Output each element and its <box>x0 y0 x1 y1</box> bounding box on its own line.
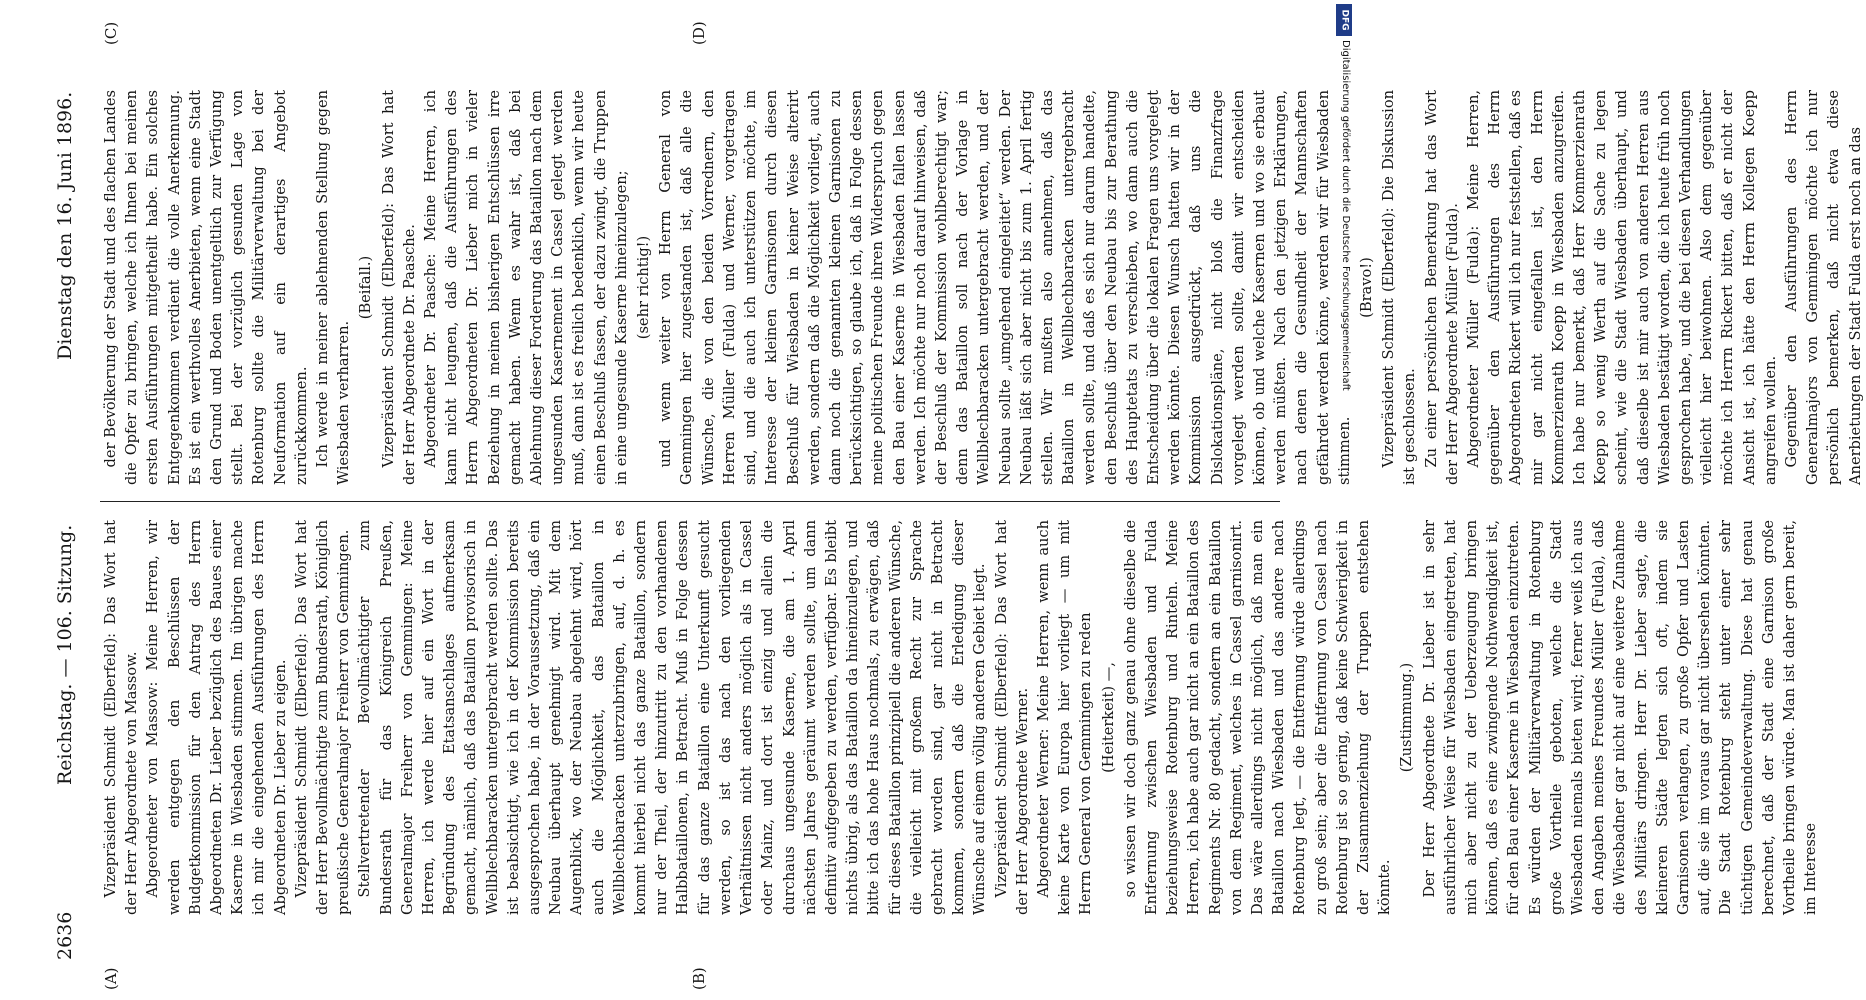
interjection: (Zustimmung.) <box>1398 662 1416 773</box>
paragraph: Abgeordneter von Massow: Meine Herren, wir werden entgegen den Beschlüssen der Budgetkommission für den Antrag des Herrn Abgeordneten Dr. Lieber bezüglich des Baues einer Kaserne in Wiesbaden stimmen. Im übrigen mache ich mir die eingehenden Ausführungen des Herrn Abgeordneten Dr. Lieber zu eigen. <box>144 520 289 915</box>
session-header: Reichstag. — 106. Sitzung. <box>54 524 76 785</box>
dfg-logo: DFG <box>1336 4 1352 36</box>
paragraph: Stellvertretender Bevollmächtigter zum Bundesrath für das Königreich Preußen, Generalmajor Freiherr von Gemmingen: Meine Herren, ich werde hier auf ein Wort in der Begründung des Etatsanschlages aufmerksam gemacht, nämlich, daß das Bataillon provisorisch in Wellblechbaracken untergebracht werden sollte. Das ist beabsichtigt, wie ich in der Kommission bereits ausgesprochen habe, in der Voraussetzung, daß ein Neubau überhaupt genehmigt wird. Mit dem Augenblick, wo der Neubau abgelehnt wird, hört auch die Möglichkeit, das Bataillon in Wellblechbaracken unterzubringen, auf, d. h. es kommt hierbei nicht das ganze Bataillon, sondern nur der Theil, der hinzutritt zu den vorhandenen Halbbataillonen, in Betracht. Muß in Folge dessen für das ganze Bataillon eine Unterkunft gesucht werden, so ist das nach den vorliegenden Verhältnissen nicht anders möglich als in Cassel oder Mainz, und dort ist einzig und allein die durchaus ungesunde Kaserne, die am 1. April nächsten Jahres geräumt werden sollte, um dann definitiv aufgegeben zu werden, verfügbar. Es bleibt nichts übrig, als das Bataillon da hineinzulegen, und bitte ich das hohe Haus nochmals, zu erwägen, daß für dieses Bataillon prinzipiell die anderen Wünsche, die vielleicht mit großem Recht zur Sprache gebracht worden sind, gar nicht in Betracht kommen, sondern daß die Erledigung dieser Wünsche auf einem völlig anderen Gebiet liegt. <box>356 520 989 915</box>
interjection: (Heiterkeit) —, <box>1099 662 1117 773</box>
interjection: (Beifall.) <box>357 255 375 320</box>
margin-letter-d: (D) <box>690 21 708 45</box>
paragraph: Gegenüber den Ausführungen des Herrn Generalmajors von Gemmingen möchte ich nur persönlich bemerken, daß nicht etwa diese Anerbietungen der Stadt Fulda erst noch an das <box>1783 90 1864 485</box>
paragraph: der Bevölkerung der Stadt und des flachen Landes die Opfer zu bringen, welche ich Ihnen bei meinen ersten Ausführungen mitgetheilt habe. Ein solches Entgegenkommen verdient die volle Anerkennung. Es ist ein werthvolles Anerbieten, wenn eine Stadt den Grund und Boden unentgeltlich zur Verfügung stellt. Bei der vorzüglich gesunden Lage von Rotenburg sollte die Militärverwaltung bei der Neuformation auf ein derartiges Angebot zurückkommen. <box>102 90 310 485</box>
page-number: 2636 <box>54 911 76 960</box>
paragraph: Vizepräsident Schmidt (Elberfeld): Das Wort hat der Herr Bevollmächtigte zum Bundesrath, Königlich preußische Generalmajor Freiherr von Gemmingen. <box>292 520 353 915</box>
paragraph: Abgeordneter Dr. Paasche: Meine Herren, ich kann nicht leugnen, daß die Ausführungen des Herrn Abgeordneten Dr. Lieber mich in vieler Beziehung in meinen bisherigen Entschlüssen irre gemacht haben. Wenn es wahr ist, daß bei Ablehnung dieser Forderung das Bataillon nach dem ungesunden Kasernement in Cassel gelegt werden muß, dann ist es freilich bedenklich, wenn wir heute einen Beschluß fassen, der dazu zwingt, die Truppen in eine ungesunde Kaserne hineinzulegen; <box>422 90 630 485</box>
interjection: (Bravo!) <box>1357 257 1375 318</box>
paragraph: und wenn weiter von Herrn General von Gemmingen hier zugestanden ist, daß alle die Wünsche, die von den beiden Vorrednern, den Herren Müller (Fulda) und Werner, vorgetragen sind, und die auch ich unterstützen möchte, im Interesse der kleinen Garnisonen durch diesen Beschluß für Wiesbaden in keiner Weise alterirt werden, sondern daß die Möglichkeit vorliegt, auch dann noch die genannten kleinen Garnisonen zu berücksichtigen, so glaube ich, daß in Folge dessen meine politischen Freunde ihren Widerspruch gegen den Bau einer Kaserne in Wiesbaden fallen lassen werden. Ich möchte nur noch darauf hinweisen, daß der Beschluß der Kommission wohlberechtigt war; denn das Bataillon soll nach der Vorlage in Wellblechbaracken untergebracht werden, und der Neubau sollte „umgehend eingeleitet“ werden. Der Neubau läßt sich aber nicht bis zum 1. April fertig stellen. Wir mußten also annehmen, daß das Bataillon in Wellblechbaracken untergebracht werden sollte, und daß es sich nur darum handelte, den Beschluß über den Neubau bis zur Berathung des Hauptetats zu verschieben, wo dann auch die Entscheidung über die lokalen Fragen uns vorgelegt werden könnte. Diesen Wunsch hatten wir in der Kommission ausgedrückt, daß uns die Dislokationspläne, nicht bloß die Finanzfrage vorgelegt werden sollte, damit wir entscheiden können, ob und welche Kasernen und wo sie erbaut werden müßten. Nach den jetzigen Erklärungen, nach denen die Gesundheit der Mannschaften gefährdet werden könne, werden wir für Wiesbaden stimmen. <box>657 90 1353 485</box>
date-header: Dienstag den 16. Juni 1896. <box>54 91 76 360</box>
paragraph: Ich werde in meiner ablehnenden Stellung gegen Wiesbaden verharren. <box>314 90 353 485</box>
paragraph: Der Herr Abgeordnete Dr. Lieber ist in sehr ausführlicher Weise für Wiesbaden eingetreten, hat mich aber nicht zu der Ueberzeugung bringen können, daß es eine zwingende Nothwendigkeit ist, für den Bau einer Kaserne in Wiesbaden einzutreten. Es würden der Militärverwaltung in Rotenburg große Vortheile geboten, welche die Stadt Wiesbaden niemals bieten wird; ferner weiß ich aus den Angaben meines Freundes Müller (Fulda), daß die Wiesbadner gar nicht auf eine weitere Zunahme des Militärs dringen. Herr Dr. Lieber sagte, die kleineren Städte legten sich oft, indem sie Garnisonen verlangen, zu große Opfer und Lasten auf, die sie im voraus gar nicht übersehen könnten. Die Stadt Rotenburg steht unter einer sehr tüchtigen Gemeindeverwaltung. Diese hat genau berechnet, daß der Stadt eine Garnison große Vortheile bringen würde. Man ist daher gern bereit, im Interesse <box>1420 520 1820 915</box>
paragraph: Vizepräsident Schmidt (Elberfeld): Das Wort hat der Herr Abgeordnete Werner. <box>992 520 1031 915</box>
paragraph: Abgeordneter Werner: Meine Herren, wenn auch keine Karte von Europa hier vorliegt — um mit Herrn General von Gemmingen zu reden <box>1034 520 1095 915</box>
funding-credit: Digitalisierung gefördert durch die Deutsche Forschungsgemeinschaft <box>1340 40 1351 391</box>
paragraph: Zu einer persönlichen Bemerkung hat das Wort der Herr Abgeordnete Müller (Fulda). <box>1422 90 1461 485</box>
margin-letter-a: (A) <box>102 967 120 990</box>
paragraph: Vizepräsident Schmidt (Elberfeld): Das Wort hat der Herr Abgeordnete von Massow. <box>102 520 141 915</box>
paragraph: Abgeordneter Müller (Fulda): Meine Herren, gegenüber den Ausführungen des Herrn Abgeordneten Rickert will ich nur feststellen, daß es mir gar nicht eingefallen ist, den Herrn Kommerzienrath Koepp in Wiesbaden anzugreifen. Ich habe nur bemerkt, daß Herr Kommerzienrath Koepp so wenig Werth auf die Sache zu legen scheint, wie die Stadt Wiesbaden überhaupt, und daß dieselbe ist mir auch von anderen Herren aus Wiesbaden bestätigt worden, die ich heute früh noch gesprochen habe, und die bei diesen Verhandlungen vielleicht hier beiwohnen. Also dem gegenüber möchte ich Herrn Rickert bitten, daß er nicht der Ansicht ist, ich hätte den Herrn Kollegen Koepp angreifen wollen. <box>1465 90 1779 485</box>
margin-letter-c: (C) <box>102 21 120 45</box>
paragraph: so wissen wir doch ganz genau ohne dieselbe die Entfernung zwischen Wiesbaden und Fulda beziehungsweise Rotenburg und Rinteln. Meine Herren, ich habe auch gar nicht an ein Bataillon des Regiments Nr. 80 gedacht, sondern an ein Bataillon von dem Regiment, welches in Cassel garnisonirt. Das wäre allerdings nicht möglich, daß man ein Bataillon nach Wiesbaden und das andere nach Rotenburg legt, — die Entfernung würde allerdings zu groß sein; aber die Entfernung von Cassel nach Rotenburg ist so gering, daß keine Schwierigkeit in der Zusammenziehung der Truppen entstehen könnte. <box>1121 520 1394 915</box>
paragraph: Vizepräsident Schmidt (Elberfeld): Die Diskussion ist geschlossen. <box>1380 90 1419 485</box>
column-divider <box>100 501 1280 502</box>
margin-letter-b: (B) <box>690 967 708 990</box>
interjection: (sehr richtig!) <box>635 235 653 340</box>
paragraph: Vizepräsident Schmidt (Elberfeld): Das Wort hat der Herr Abgeordnete Dr. Paasche. <box>379 90 418 485</box>
left-column <box>100 520 1820 915</box>
